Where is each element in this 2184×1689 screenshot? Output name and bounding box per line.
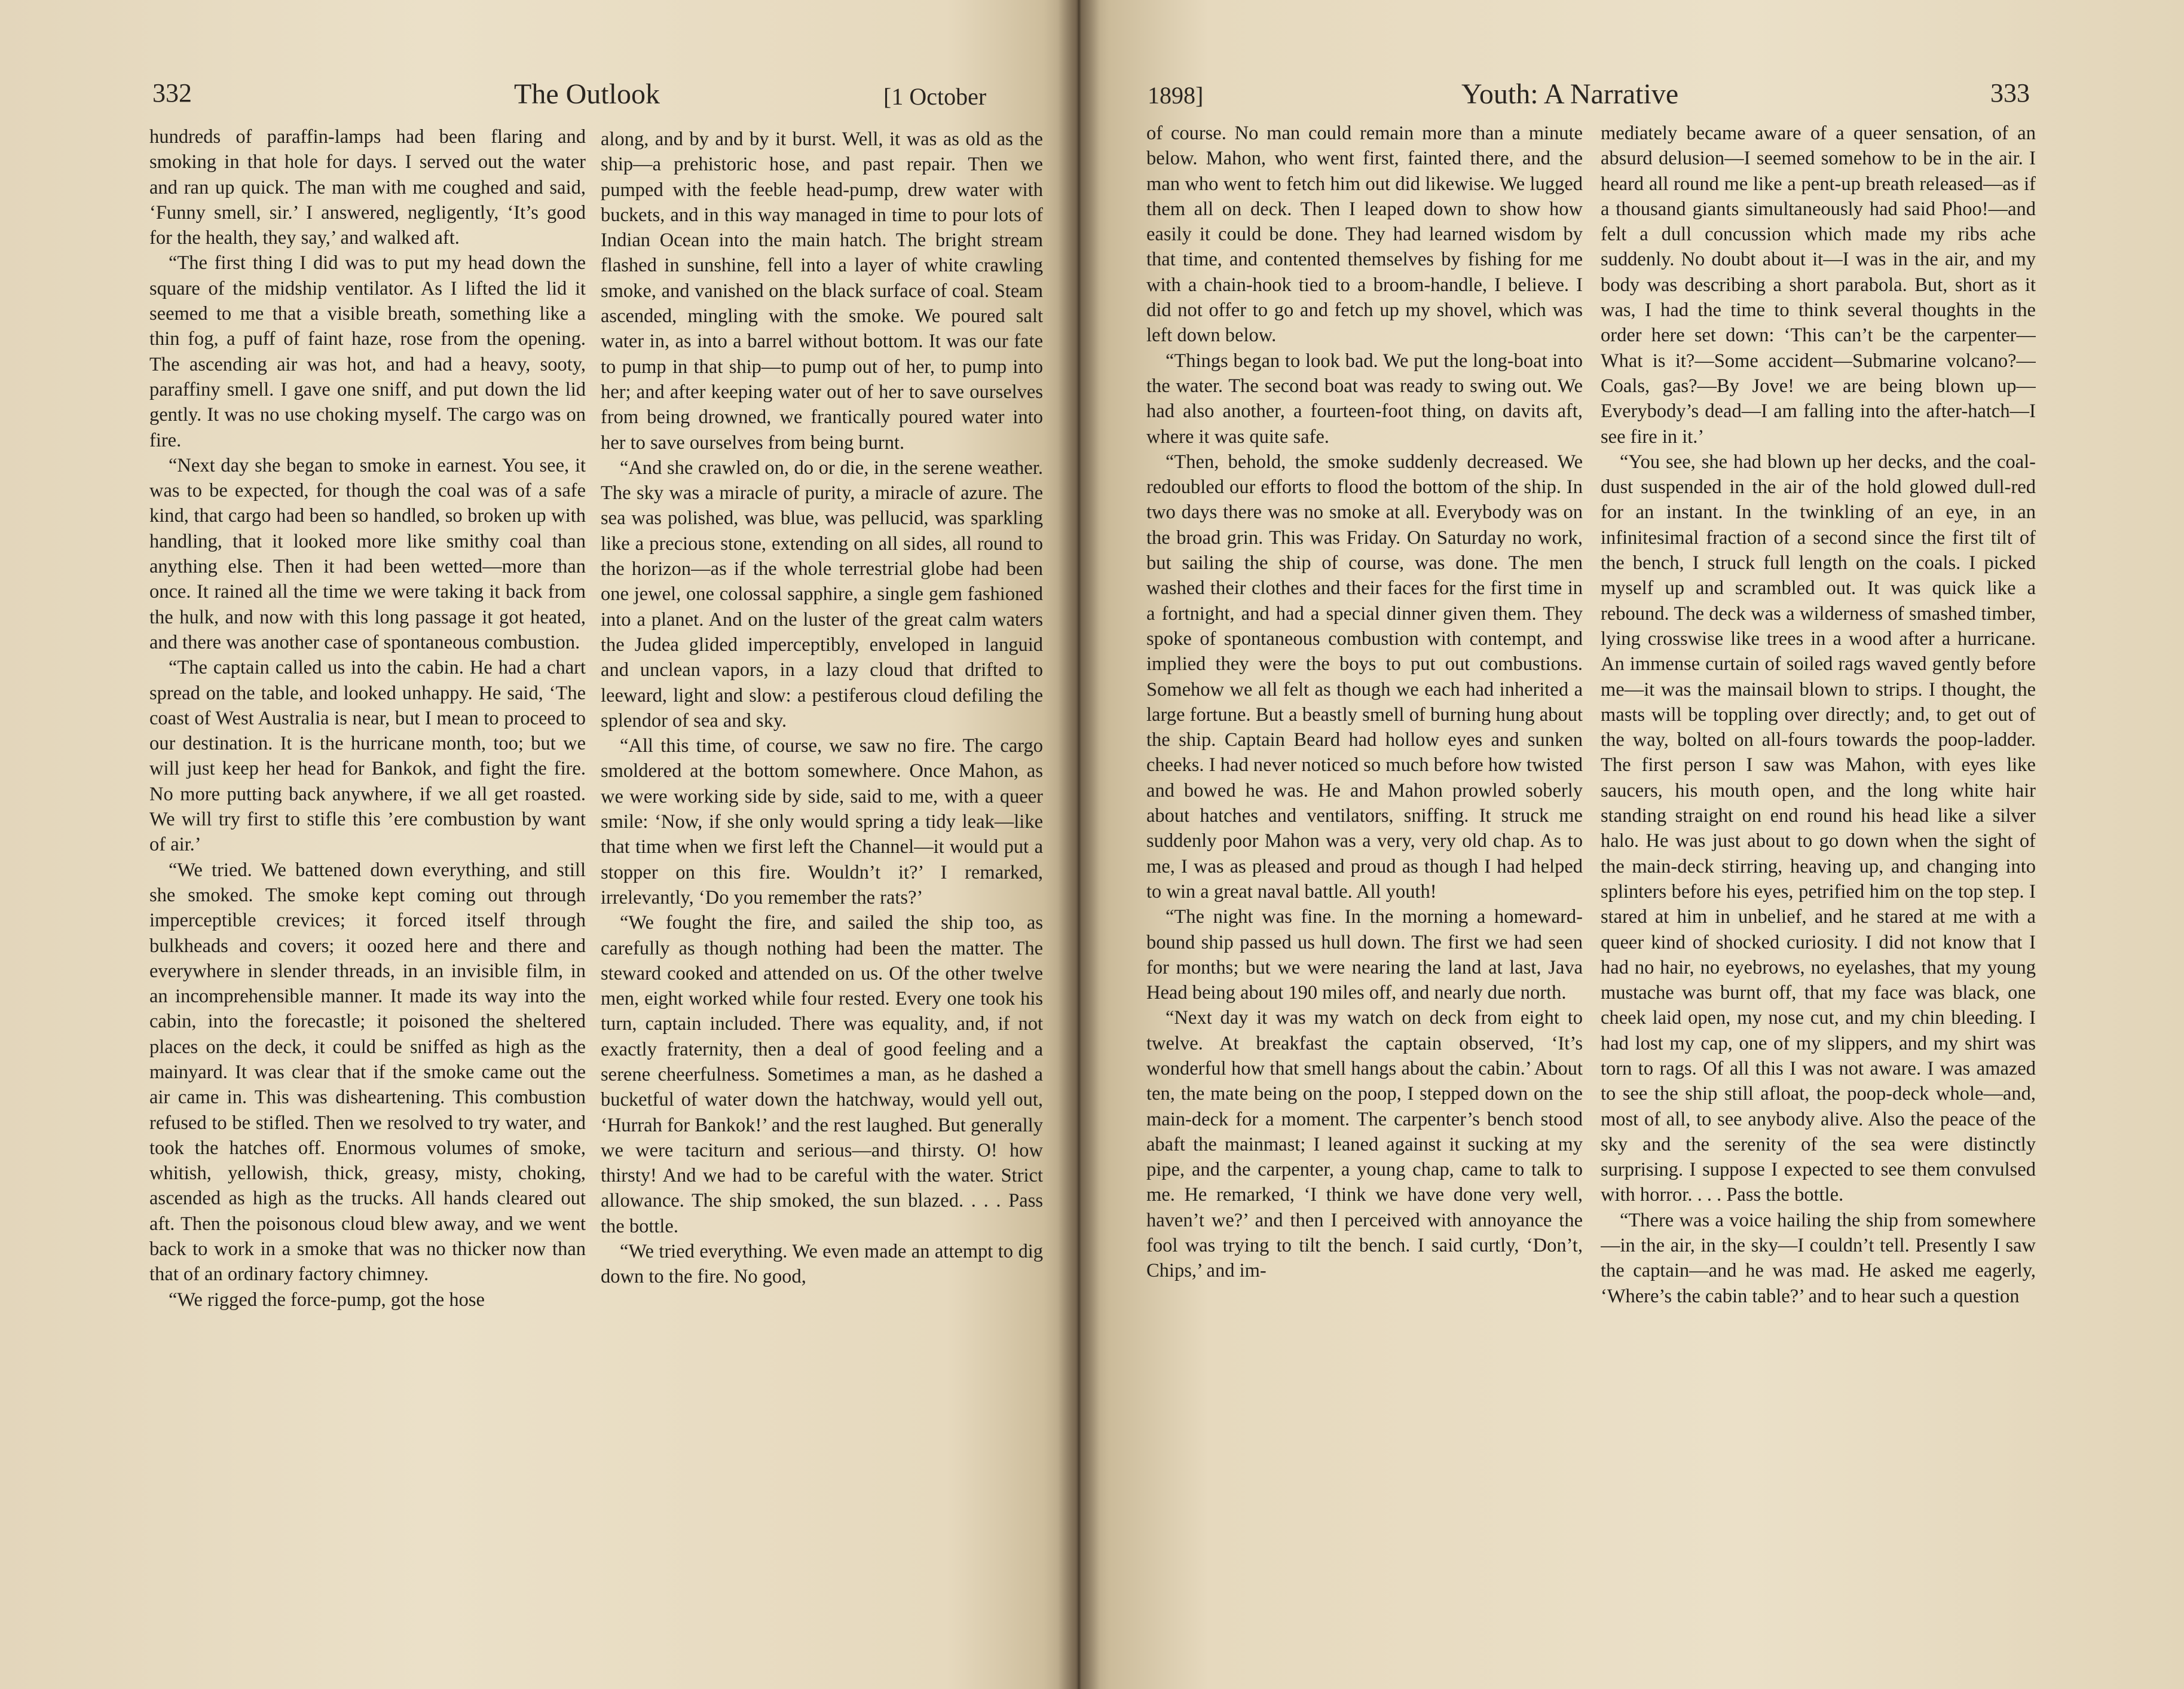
paragraph: “Next day it was my watch on deck from eight to twelve. At breakfast the captain observed, ‘It’s wonderful how that smell hangs about the cabin.’ About ten, the mate being on the poop, I stepped down on the main-deck for a moment. The carpenter’s bench stood abaft the mainmast; I leaned against it sucking at my pipe, and the carpenter, a young chap, came to talk to me. He remarked, ‘I think we have done very well, haven’t we?’ and then I perceived with annoyance the fool was trying to tilt the bench. I said curtly, ‘Don’t, Chips,’ and im-	[1146, 1007, 1583, 1282]
paragraph: “The night was fine. In the morning a homeward-bound ship passed us hull down. The first we had seen for months; but we were nearing the land at last, Java Head being about 190 miles off, and nearly due north.	[1146, 906, 1583, 1004]
text-column	[601, 127, 1043, 1585]
date-mark: [1 October	[883, 83, 987, 110]
paragraph: “We fought the fire, and sailed the ship too, as carefully as though nothing had been the matter. The steward cooked and attended on us. Of the other twelve men, eight worked while four rested. Every one took his turn, captain included. There was equality, and, if not exactly fraternity, then a deal of good feeling and a serene cheerfulness. Sometimes a man, as he dashed a bucketful of water down the hatchway, would yell out, ‘Hurrah for Bankok!’ and the rest laughed. But generally we were taciturn and serious—and thirsty. O! how thirsty! And we had to be careful with the water. Strict allowance. The ship smoked, the sun blazed. . . . Pass the bottle.	[601, 912, 1043, 1237]
paragraph: “Next day she began to smoke in earnest. You see, it was to be expected, for though the coal was of a safe kind, that cargo had been so handled, so broken up with handling, that it looked more like smithy coal than anything else. Then it had been wetted—more than once. It rained all the time we were taking it back from the hulk, and now with this long passage it got heated, and there was another case of spontaneous combustion.	[149, 454, 586, 653]
left-page	[0, 0, 1076, 1689]
paragraph: “You see, she had blown up her decks, and the coal-dust suspended in the air of the hold glowed dull-red for an instant. In the twinkling of an eye, in an infinitesimal fraction of a second since the first tilt of the bench, I struck full length on the coals. I picked myself up and scrambled out. It was quick like a rebound. The deck was a wilderness of smashed timber, lying crosswise like trees in a wood after a hurricane. An immense curtain of soiled rags waved gently before me—it was the mainsail blown to strips. I thought, the masts will be toppling over directly; and, to get out of the way, bolted on all-fours towards the poop-ladder. The first person I saw was Mahon, with eyes like saucers, his mouth open, and the long white hair standing straight on end round his head like a silver halo. He was just about to go down when the sight of the main-deck stirring, heaving up, and changing into splinters before his eyes, petrified him on the top step. I stared at him in unbelief, and he stared at me with a queer kind of shocked curiosity. I did not know that I had no hair, no eyebrows, no eyelashes, that my young mustache was burnt off, that my face was black, one cheek laid open, my nose cut, and my chin bleeding. I had lost my cap, one of my slippers, and my shirt was torn to rags. Of all this I was not aware. I was amazed to see the ship still afloat, the poop-deck whole—and, most of all, to see anybody alive. Also the peace of the sky and the serenity of the sea were distinctly surprising. I suppose I expected to see them convulsed with horror. . . . Pass the bottle.	[1601, 451, 2036, 1206]
paragraph: mediately became aware of a queer sensation, of an absurd delusion—I seemed somehow to be in the air. I heard all round me like a pent-up breath released—as if a thousand giants simultaneously had said Phoo!—and felt a dull concussion which made my ribs ache suddenly. No doubt about it—I was in the air, and my body was describing a short parabola. But, short as it was, I had the time to think several thoughts in the order here set down: ‘This can’t be the carpenter—What is it?—Some accident—Submarine volcano?—Coals, gas?—By Jove! we are being blown up—Everybody’s dead—I am falling into the after-hatch—I see fire in it.’	[1601, 123, 2036, 448]
paragraph: “The first thing I did was to put my head down the square of the midship ventilator. As I lifted the lid it seemed to me that a visible breath, something like a thin fog, a puff of faint haze, rose from the opening. The ascending air was hot, and had a heavy, sooty, paraffiny smell. I gave one sniff, and put down the lid gently. It was no use choking myself. The cargo was on fire.	[149, 252, 586, 451]
running-title: Youth: A Narrative	[1461, 78, 1679, 110]
paragraph: “Things began to look bad. We put the long-boat into the water. The second boat was ready to swing out. We had also another, a fourteen-foot thing, on davits aft, where it was quite safe.	[1146, 350, 1583, 448]
text-column	[149, 124, 586, 1583]
page-number: 332	[152, 78, 192, 108]
text-column	[1601, 121, 2036, 1579]
paragraph: “And she crawled on, do or die, in the serene weather. The sky was a miracle of purity, a miracle of azure. The sea was polished, was blue, was pellucid, was sparkling like a precious stone, extending on all sides, all round to the horizon—as if the whole terrestrial globe had been one jewel, one colossal sapphire, a single gem fashioned into a planet. And on the luster of the great calm waters the Judea glided imperceptibly, enveloped in languid and unclean vapors, in a lazy cloud that drifted to leeward, light and slow: a pestiferous cloud defiling the splendor of sea and sky.	[601, 457, 1043, 732]
paragraph: “The captain called us into the cabin. He had a chart spread on the table, and looked unhappy. He said, ‘The coast of West Australia is near, but I mean to proceed to our destination. It is the hurricane month, too; but we will just keep her head for Bankok, and fight the fire. No more putting back anywhere, if we all get roasted. We will try first to stifle this ’ere combustion by want of air.’	[149, 657, 586, 856]
paragraph: “We tried. We battened down everything, and still she smoked. The smoke kept coming out through imperceptible crevices; it forced itself through bulkheads and covers; it oozed here and there and everywhere in slender threads, in an invisible film, in an incomprehensible manner. It made its way into the cabin, into the forecastle; it poisoned the sheltered places on the deck, it could be sniffed as high as the mainyard. It was clear that if the smoke came out the air came in. This was disheartening. This combustion refused to be stifled. Then we resolved to try water, and took the hatches off. Enormous volumes of smoke, whitish, yellowish, thick, greasy, misty, choking, ascended as high as the trucks. All hands cleared out aft. Then the poisonous cloud blew away, and we went back to work in a smoke that was no thicker now than that of an ordinary factory chimney.	[149, 859, 586, 1286]
page-number: 333	[1990, 78, 2030, 108]
paragraph: “All this time, of course, we saw no fire. The cargo smoldered at the bottom somewhere. Once Mahon, as we were working side by side, said to me, with a queer smile: ‘Now, if she only would spring a tidy leak—like that time when we first left the Channel—it would put a stopper on this fire. Wouldn’t it?’ I remarked, irrelevantly, ‘Do you remember the rats?’	[601, 735, 1043, 908]
paragraph: hundreds of paraffin-lamps had been flaring and smoking in that hole for days. I served out the water and ran up quick. The man with me coughed and said, ‘Funny smell, sir.’ I answered, negligently, ‘It’s good for the health, they say,’ and walked aft.	[149, 126, 586, 249]
date-mark: 1898]	[1148, 82, 1204, 109]
paragraph: along, and by and by it burst. Well, it was as old as the ship—a prehistoric hose, and past repair. Then we pumped with the feeble head-pump, drew water with buckets, and in this way managed in time to pour lots of Indian Ocean into the main hatch. The bright stream flashed in sunshine, fell into a layer of white crawling smoke, and vanished on the black surface of coal. Steam ascended, mingling with the smoke. We poured salt water in, as into a barrel without bottom. It was our fate to pump in that ship—to pump out of her, to pump into her; and after keeping water out of her to save ourselves from being drowned, we frantically poured water into her to save ourselves from being burnt.	[601, 128, 1043, 454]
paragraph: “Then, behold, the smoke suddenly decreased. We redoubled our efforts to flood the bottom of the ship. In two days there was no smoke at all. Everybody was on the broad grin. This was Friday. On Saturday no work, but sailing the ship of course, was done. The men washed their clothes and their faces for the first time in a fortnight, and had a special dinner given them. They spoke of spontaneous combustion with contempt, and implied they were the boys to put out combustions. Somehow we all felt as though we each had inherited a large fortune. But a beastly smell of burning hung about the ship. Captain Beard had hollow eyes and sunken cheeks. I had never noticed so much before how twisted and bowed he was. He and Mahon prowled soberly about hatches and ventilators, sniffing. It struck me suddenly poor Mahon was a very, very old chap. As to me, I was as pleased and proud as though I had helped to win a great naval battle. All youth!	[1146, 451, 1583, 902]
paragraph: “There was a voice hailing the ship from somewhere—in the air, in the sky—I couldn’t tell. Presently I saw the captain—and he was mad. He asked me eagerly, ‘Where’s the cabin table?’ and to hear such a question	[1601, 1209, 2036, 1307]
paragraph: “We rigged the force-pump, got the hose	[169, 1289, 485, 1311]
paragraph: of course. No man could remain more than a minute below. Mahon, who went first, fainted there, and the man who went to fetch him out did likewise. We lugged them all on deck. Then I leaped down to show how easily it could be done. They had learned wisdom by that time, and contented themselves by fishing for me with a chain-hook tied to a broom-handle, I believe. I did not offer to go and fetch up my shovel, which was left down below.	[1146, 123, 1583, 347]
right-page	[1076, 0, 2184, 1689]
book-gutter	[1058, 0, 1100, 1689]
running-title: The Outlook	[514, 78, 660, 110]
paragraph: “We tried everything. We even made an attempt to dig down to the fire. No good,	[601, 1241, 1043, 1288]
text-column	[1146, 121, 1583, 1579]
